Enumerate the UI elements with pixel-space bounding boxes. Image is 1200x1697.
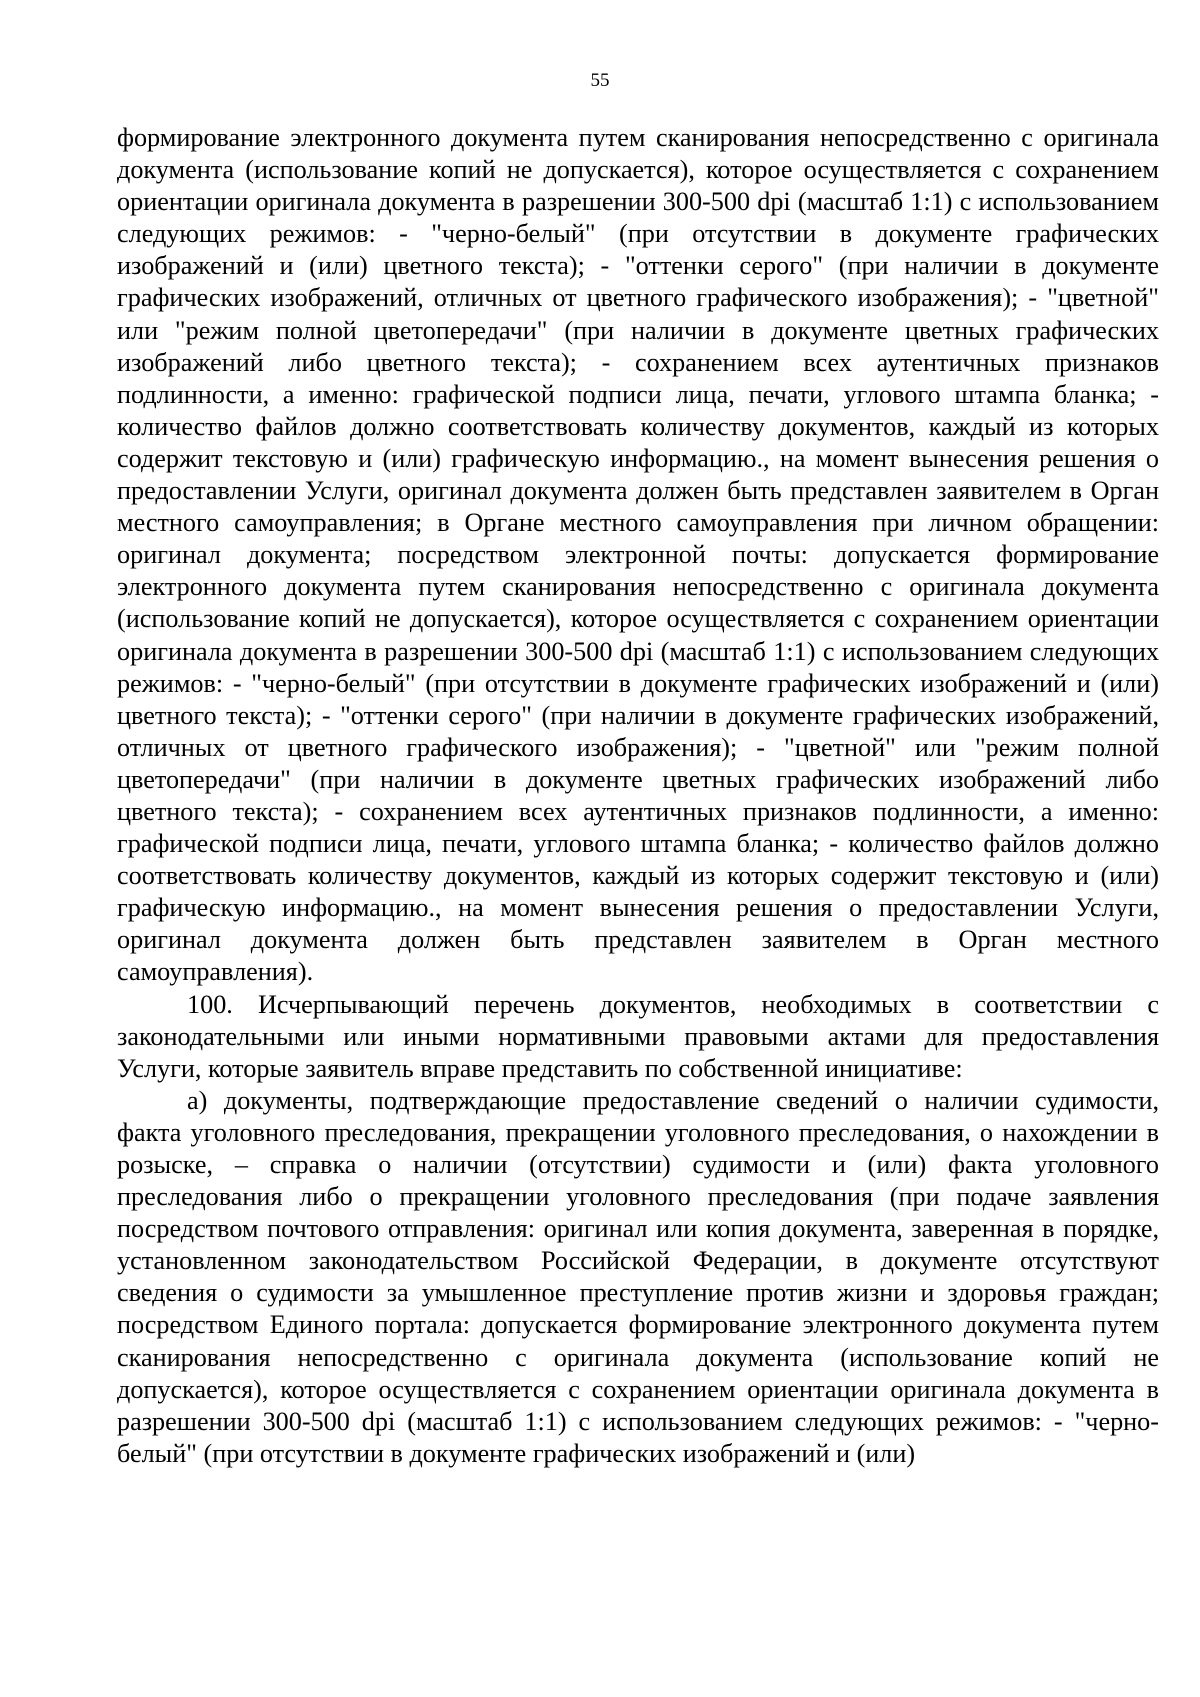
page-number: 55 xyxy=(590,70,610,91)
paragraph-scan-requirements: формирование электронного документа путем сканирования непосредственно с оригинала документа (использование копий не допускается), которое осуществляется с сохранением ориентации оригинала документа в разрешении 300-500 dpi (масштаб 1:1) с использованием следующих режимов: - "черно-белый" (при отсутствии в документе графических изображений и (или) цветного текста); - "оттенки серого" (при наличии в документе графических изображений, отличных от цветного графического изображения); - "цветной" или "режим полной цветопередачи" (при наличии в документе цветных графических изображений либо цветного текста); - сохранением всех аутентичных признаков подлинности, а именно: графической подписи лица, печати, углового штампа бланка; - количество файлов должно соответствовать количеству документов, каждый из которых содержит текстовую и (или) графическую информацию., на момент вынесения решения о предоставлении Услуги, оригинал документа должен быть представлен заявителем в Орган местного самоуправления; в Органе местного самоуправления при личном обращении: оригинал документа; посредством электронной почты: допускается формирование электронного документа путем сканирования непосредственно с оригинала документа (использование копий не допускается), которое осуществляется с сохранением ориентации оригинала документа в разрешении 300-500 dpi (масштаб 1:1) с использованием следующих режимов: - "черно-белый" (при отсутствии в документе графических изображений и (или) цветного текста); - "оттенки серого" (при наличии в документе графических изображений, отличных от цветного графического изображения); - "цветной" или "режим полной цветопередачи" (при наличии в документе цветных графических изображений либо цветного текста); - сохранением всех аутентичных признаков подлинности, а именно: графической подписи лица, печати, углового штампа бланка; - количество файлов должно соответствовать количеству документов, каждый из которых содержит текстовую и (или) графическую информацию., на момент вынесения решения о предоставлении Услуги, оригинал документа должен быть представлен заявителем в Орган местного самоуправления). xyxy=(117,123,1159,987)
document-body xyxy=(117,122,1159,1470)
paragraph-subitem-a: а) документы, подтверждающие предоставление сведений о наличии судимости, факта уголовного преследования, прекращении уголовного преследования, о нахождении в розыске, – справка о наличии (отсутствии) судимости и (или) факта уголовного преследования либо о прекращении уголовного преследования (при подаче заявления посредством почтового отправления: оригинал или копия документа, заверенная в порядке, установленном законодательством Российской Федерации, в документе отсутствуют сведения о судимости за умышленное преступление против жизни и здоровья граждан; посредством Единого портала: допускается формирование электронного документа путем сканирования непосредственно с оригинала документа (использование копий не допускается), которое осуществляется с сохранением ориентации оригинала документа в разрешении 300-500 dpi (масштаб 1:1) с использованием следующих режимов: - "черно-белый" (при отсутствии в документе графических изображений и (или) xyxy=(117,1085,1159,1468)
paragraph-item-100: 100. Исчерпывающий перечень документов, необходимых в соответствии с законодательными или иными нормативными правовыми актами для предоставления Услуги, которые заявитель вправе представить по собственной инициативе: xyxy=(117,989,1159,1083)
